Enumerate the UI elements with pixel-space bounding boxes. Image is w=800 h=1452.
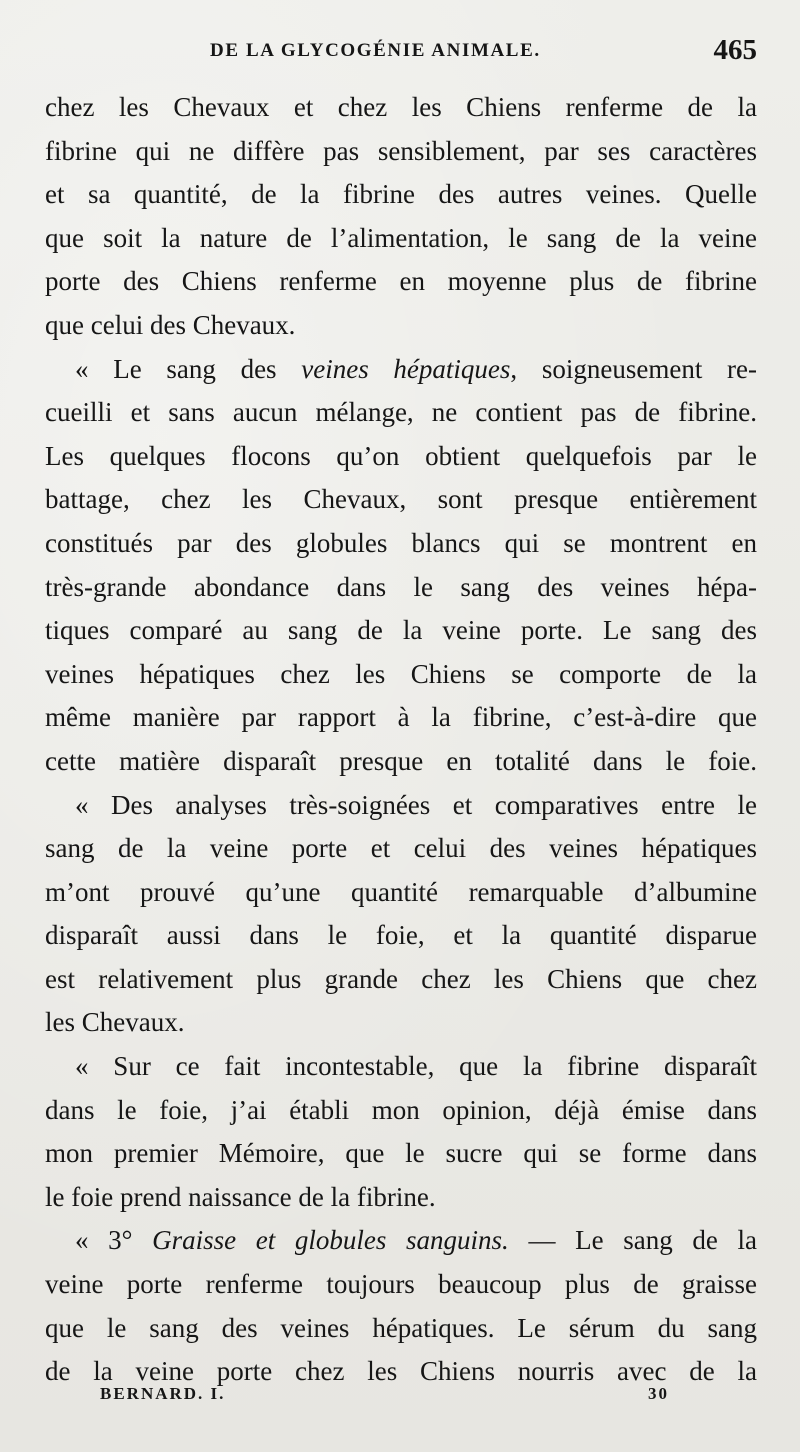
text-segment: « Le sang des [75,353,302,384]
text-line: m’ont prouvé qu’une quantité remarquable d’albumine [45,876,757,907]
text-line [45,348,757,392]
page-header [45,34,757,74]
italic-segment: Graisse et globules sanguins. [152,1225,509,1256]
text-line: veines hépatiques chez les Chiens se comporte de la [45,658,757,689]
text-line: que le sang des veines hépatiques. Le sérum du sang [45,1312,757,1343]
text-line: « Sur ce fait incontestable, que la fibrine disparaît [75,1051,757,1082]
text-line: sang de la veine porte et celui des veines hépatiques [45,833,757,864]
body-text [45,86,757,1394]
text-line: les Chevaux. [45,1007,185,1038]
italic-segment: veines hépatiques [301,353,511,384]
text-line: tiques comparé au sang de la veine porte. Le sang des [45,615,757,646]
signature-number: 30 [648,1384,669,1403]
page-footer [100,1384,700,1414]
text-line: veine porte renferme toujours beaucoup plus de graisse [45,1269,757,1300]
text-line: et sa quantité, de la fibrine des autres veines. Quelle [45,179,757,210]
text-line: que soit la nature de l’alimentation, le sang de la veine [45,222,757,253]
text-line: cette matière disparaît presque en totalité dans le foie. [45,745,757,776]
text-line: est relativement plus grande chez les Chiens que chez [45,963,757,994]
text-line: fibrine qui ne diffère pas sensiblement, par ses caractères [45,135,757,166]
text-line: disparaît aussi dans le foie, et la quantité disparue [45,920,757,951]
text-line: dans le foie, j’ai établi mon opinion, déjà émise dans [45,1094,757,1125]
text-line: constitués par des globules blancs qui se montrent en [45,527,757,558]
text-line: le foie prend naissance de la fibrine. [45,1181,436,1212]
text-line [45,1219,757,1263]
text-line: très-grande abondance dans le sang des veines hépa- [45,571,757,602]
text-segment: — Le sang de la [508,1225,757,1256]
text-line: chez les Chevaux et chez les Chiens renferme de la [45,92,757,122]
page-number: 465 [713,34,757,66]
text-line: « Des analyses très-soignées et comparatives entre le [75,789,757,820]
text-segment: « 3° [75,1225,153,1256]
text-line: que celui des Chevaux. [45,309,296,340]
text-line: même manière par rapport à la fibrine, c’est-à-dire que [45,702,757,733]
signature-mark: BERNARD. I. [100,1384,226,1403]
running-head: DE LA GLYCOGÉNIE ANIMALE. [210,40,541,61]
text-line: battage, chez les Chevaux, sont presque entièrement [45,484,757,515]
text-line: de la veine porte chez les Chiens nourris avec de la [45,1356,757,1387]
text-line: mon premier Mémoire, que le sucre qui se forme dans [45,1138,757,1169]
text-line: porte des Chiens renferme en moyenne plus de fibrine [45,266,757,297]
text-line: Les quelques flocons qu’on obtient quelquefois par le [45,440,757,471]
text-segment: , soigneusement re- [510,353,757,384]
text-line: cueilli et sans aucun mélange, ne contient pas de fibrine. [45,397,757,428]
